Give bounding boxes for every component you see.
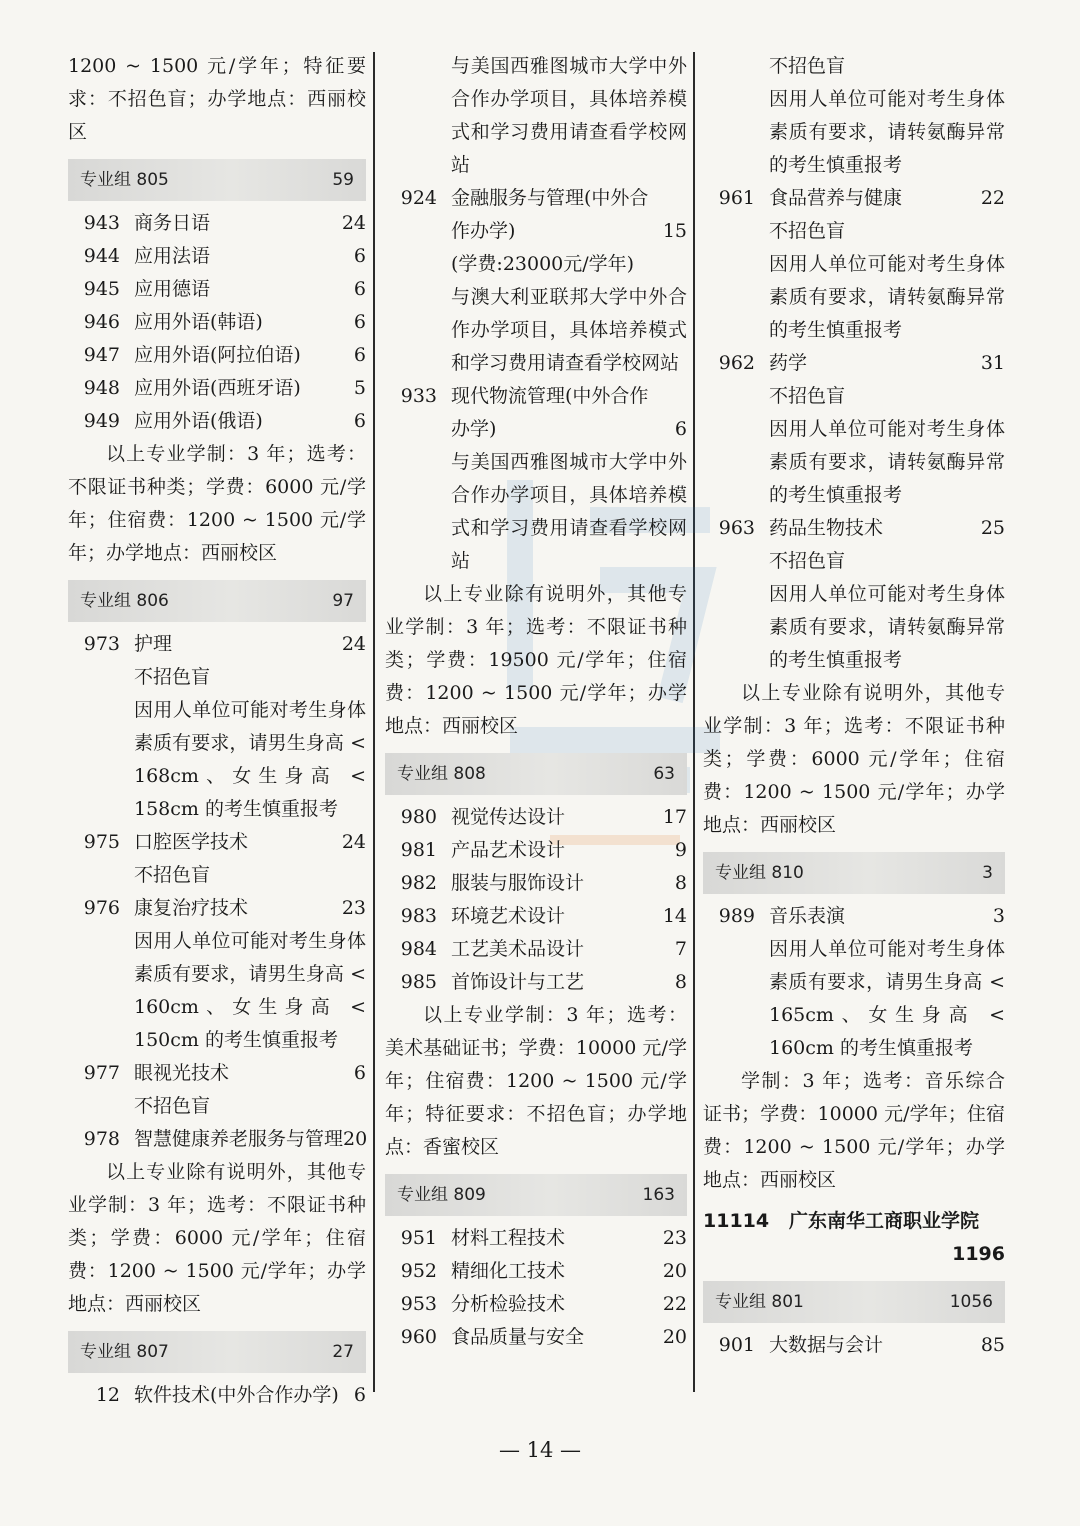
major-note: 不招色盲	[134, 864, 211, 886]
major-row: 982 服装与服饰设计 8	[400, 872, 687, 894]
major-row: 981 产品艺术设计 9	[400, 839, 687, 861]
major-note: 与澳大利亚联邦大学中外合作办学项目，具体培养模式和学习费用请查看学校网站	[451, 286, 687, 374]
major-note: 不招色盲	[769, 220, 846, 242]
major-row: 12 软件技术(中外合作办学) 6	[95, 1384, 366, 1406]
major-row: 952 精细化工技术 20	[400, 1260, 687, 1282]
group-summary: 以上专业学制：3 年；选考：美术基础证书；学费：10000 元/学年；住宿费：1200 ~ 1500 元/学年；特征要求：不招色盲；办学地点：香蜜校区	[385, 1004, 687, 1158]
major-note: 不招色盲	[134, 1095, 211, 1117]
major-note: 不招色盲	[769, 550, 846, 572]
major-row: 946 应用外语(韩语) 6	[83, 311, 366, 333]
major-row: 948 应用外语(西班牙语) 5	[83, 377, 366, 399]
group-header-806	[68, 580, 366, 622]
group-label: 专业组 808	[397, 763, 486, 784]
group-label: 专业组 810	[715, 862, 804, 883]
group-label: 专业组 807	[80, 1341, 169, 1362]
group-summary: 学制：3 年；选考：音乐综合证书；学费：10000 元/学年；住宿费：1200 ~ 1500 元/学年；办学地点：西丽校区	[703, 1070, 1005, 1191]
group-count: 63	[653, 763, 675, 784]
school-code: 11114	[703, 1210, 770, 1232]
group-summary: 以上专业除有说明外，其他专业学制：3 年；选考：不限证书种类；学费：6000 元/学年；住宿费：1200 ~ 1500 元/学年；办学地点：西丽校区	[68, 1161, 366, 1315]
major-list-805	[68, 207, 366, 438]
group-summary: 以上专业除有说明外，其他专业学制：3 年；选考：不限证书种类；学费：19500 元/学年；住宿费：1200 ~ 1500 元/学年；办学地点：西丽校区	[385, 583, 687, 737]
major-note: 因用人单位可能对考生身体素质有要求，请转氨酶异常的考生慎重报考	[769, 88, 1005, 176]
group-header-808	[385, 753, 687, 795]
major-row: 976 康复治疗技术 23	[83, 897, 366, 919]
major-row: 901 大数据与会计 85	[718, 1334, 1005, 1356]
group-header-810	[703, 852, 1005, 894]
column-2	[385, 50, 687, 1354]
school-total: 1196	[952, 1243, 1005, 1265]
group-label: 专业组 806	[80, 590, 169, 611]
major-note: 与美国西雅图城市大学中外合作办学项目，具体培养模式和学习费用请查看学校网站	[451, 451, 687, 572]
major-row: 962 药学 31	[718, 352, 1005, 374]
major-row: 943 商务日语 24	[83, 212, 366, 234]
fee-note: (学费:23000元/学年)	[451, 253, 635, 275]
major-row: 989 音乐表演 3	[718, 905, 1005, 927]
major-row: 975 口腔医学技术 24	[83, 831, 366, 853]
major-note: 因用人单位可能对考生身体素质有要求，请男生身高 < 168cm、女生身高 < 158cm 的考生慎重报考	[134, 699, 366, 820]
column-divider	[693, 52, 695, 1392]
major-row: 951 材料工程技术 23	[400, 1227, 687, 1249]
major-row: 984 工艺美术品设计 7	[400, 938, 687, 960]
major-row: 945 应用德语 6	[83, 278, 366, 300]
group-label: 专业组 805	[80, 169, 169, 190]
major-row: 973 护理 24	[83, 633, 366, 655]
major-row: 953 分析检验技术 22	[400, 1293, 687, 1315]
major-row: 978 智慧健康养老服务与管理 20	[83, 1128, 368, 1150]
major-row: 933 现代物流管理(中外合作办学) 6	[400, 385, 687, 440]
major-note: 因用人单位可能对考生身体素质有要求，请转氨酶异常的考生慎重报考	[769, 253, 1005, 341]
major-row: 983 环境艺术设计 14	[400, 905, 687, 927]
group-count: 97	[332, 590, 354, 611]
school-heading	[703, 1205, 1005, 1238]
major-row: 944 应用法语 6	[83, 245, 366, 267]
group-count: 27	[332, 1341, 354, 1362]
major-note: 因用人单位可能对考生身体素质有要求，请男生身高 < 165cm、女生身高 < 160cm 的考生慎重报考	[769, 938, 1005, 1059]
major-row: 985 首饰设计与工艺 8	[400, 971, 687, 993]
major-row: 947 应用外语(阿拉伯语) 6	[83, 344, 366, 366]
major-row: 960 食品质量与安全 20	[400, 1326, 687, 1348]
major-note: 不招色盲	[769, 385, 846, 407]
major-row: 963 药品生物技术 25	[718, 517, 1005, 539]
major-note: 与美国西雅图城市大学中外合作办学项目，具体培养模式和学习费用请查看学校网站	[451, 55, 687, 176]
major-note: 不招色盲	[134, 666, 211, 688]
column-1	[68, 50, 366, 1412]
group-header-805	[68, 159, 366, 201]
major-note: 因用人单位可能对考生身体素质有要求，请转氨酶异常的考生慎重报考	[769, 583, 1005, 671]
major-note: 因用人单位可能对考生身体素质有要求，请男生身高 < 160cm、女生身高 < 150cm 的考生慎重报考	[134, 930, 366, 1051]
group-count: 3	[982, 862, 993, 883]
major-note: 不招色盲	[769, 55, 846, 77]
group-header-809	[385, 1174, 687, 1216]
major-note: 因用人单位可能对考生身体素质有要求，请转氨酶异常的考生慎重报考	[769, 418, 1005, 506]
group-summary: 以上专业除有说明外，其他专业学制：3 年；选考：不限证书种类；学费：6000 元/学年；住宿费：1200 ~ 1500 元/学年；办学地点：西丽校区	[703, 682, 1005, 836]
major-row: 949 应用外语(俄语) 6	[83, 410, 366, 432]
major-row: 961 食品营养与健康 22	[718, 187, 1005, 209]
group-label: 专业组 801	[715, 1291, 804, 1312]
page-number: — 14 —	[498, 1438, 582, 1462]
column-3	[703, 50, 1005, 1362]
school-name: 广东南华工商职业学院	[788, 1210, 979, 1232]
group-header-807	[68, 1331, 366, 1373]
major-row: 977 眼视光技术 6	[83, 1062, 366, 1084]
group-summary: 以上专业学制：3 年；选考：不限证书种类；学费：6000 元/学年；住宿费：1200 ~ 1500 元/学年；办学地点：西丽校区	[68, 443, 366, 564]
major-row: 980 视觉传达设计 17	[400, 806, 687, 828]
lead-text: 1200 ~ 1500 元/学年；特征要求：不招色盲；办学地点：西丽校区	[68, 55, 366, 143]
group-header-801	[703, 1281, 1005, 1323]
group-count: 59	[332, 169, 354, 190]
group-count: 1056	[949, 1291, 993, 1312]
group-count: 163	[642, 1184, 675, 1205]
major-row: 924 金融服务与管理(中外合作办学) 15	[400, 187, 687, 242]
column-divider	[373, 52, 375, 1392]
group-label: 专业组 809	[397, 1184, 486, 1205]
